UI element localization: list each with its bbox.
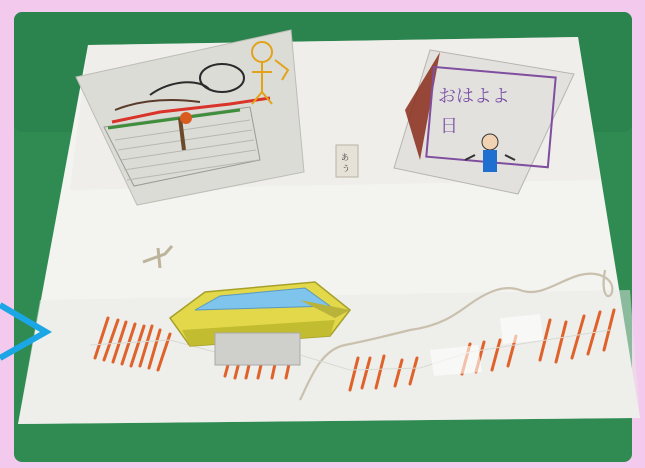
glyph-card (336, 145, 358, 177)
glyph-card-text: あ (341, 153, 349, 162)
svg-text:おはよよ: おはよよ (438, 86, 510, 107)
svg-text:日: 日 (440, 116, 458, 137)
svg-text:う: う (342, 164, 350, 173)
